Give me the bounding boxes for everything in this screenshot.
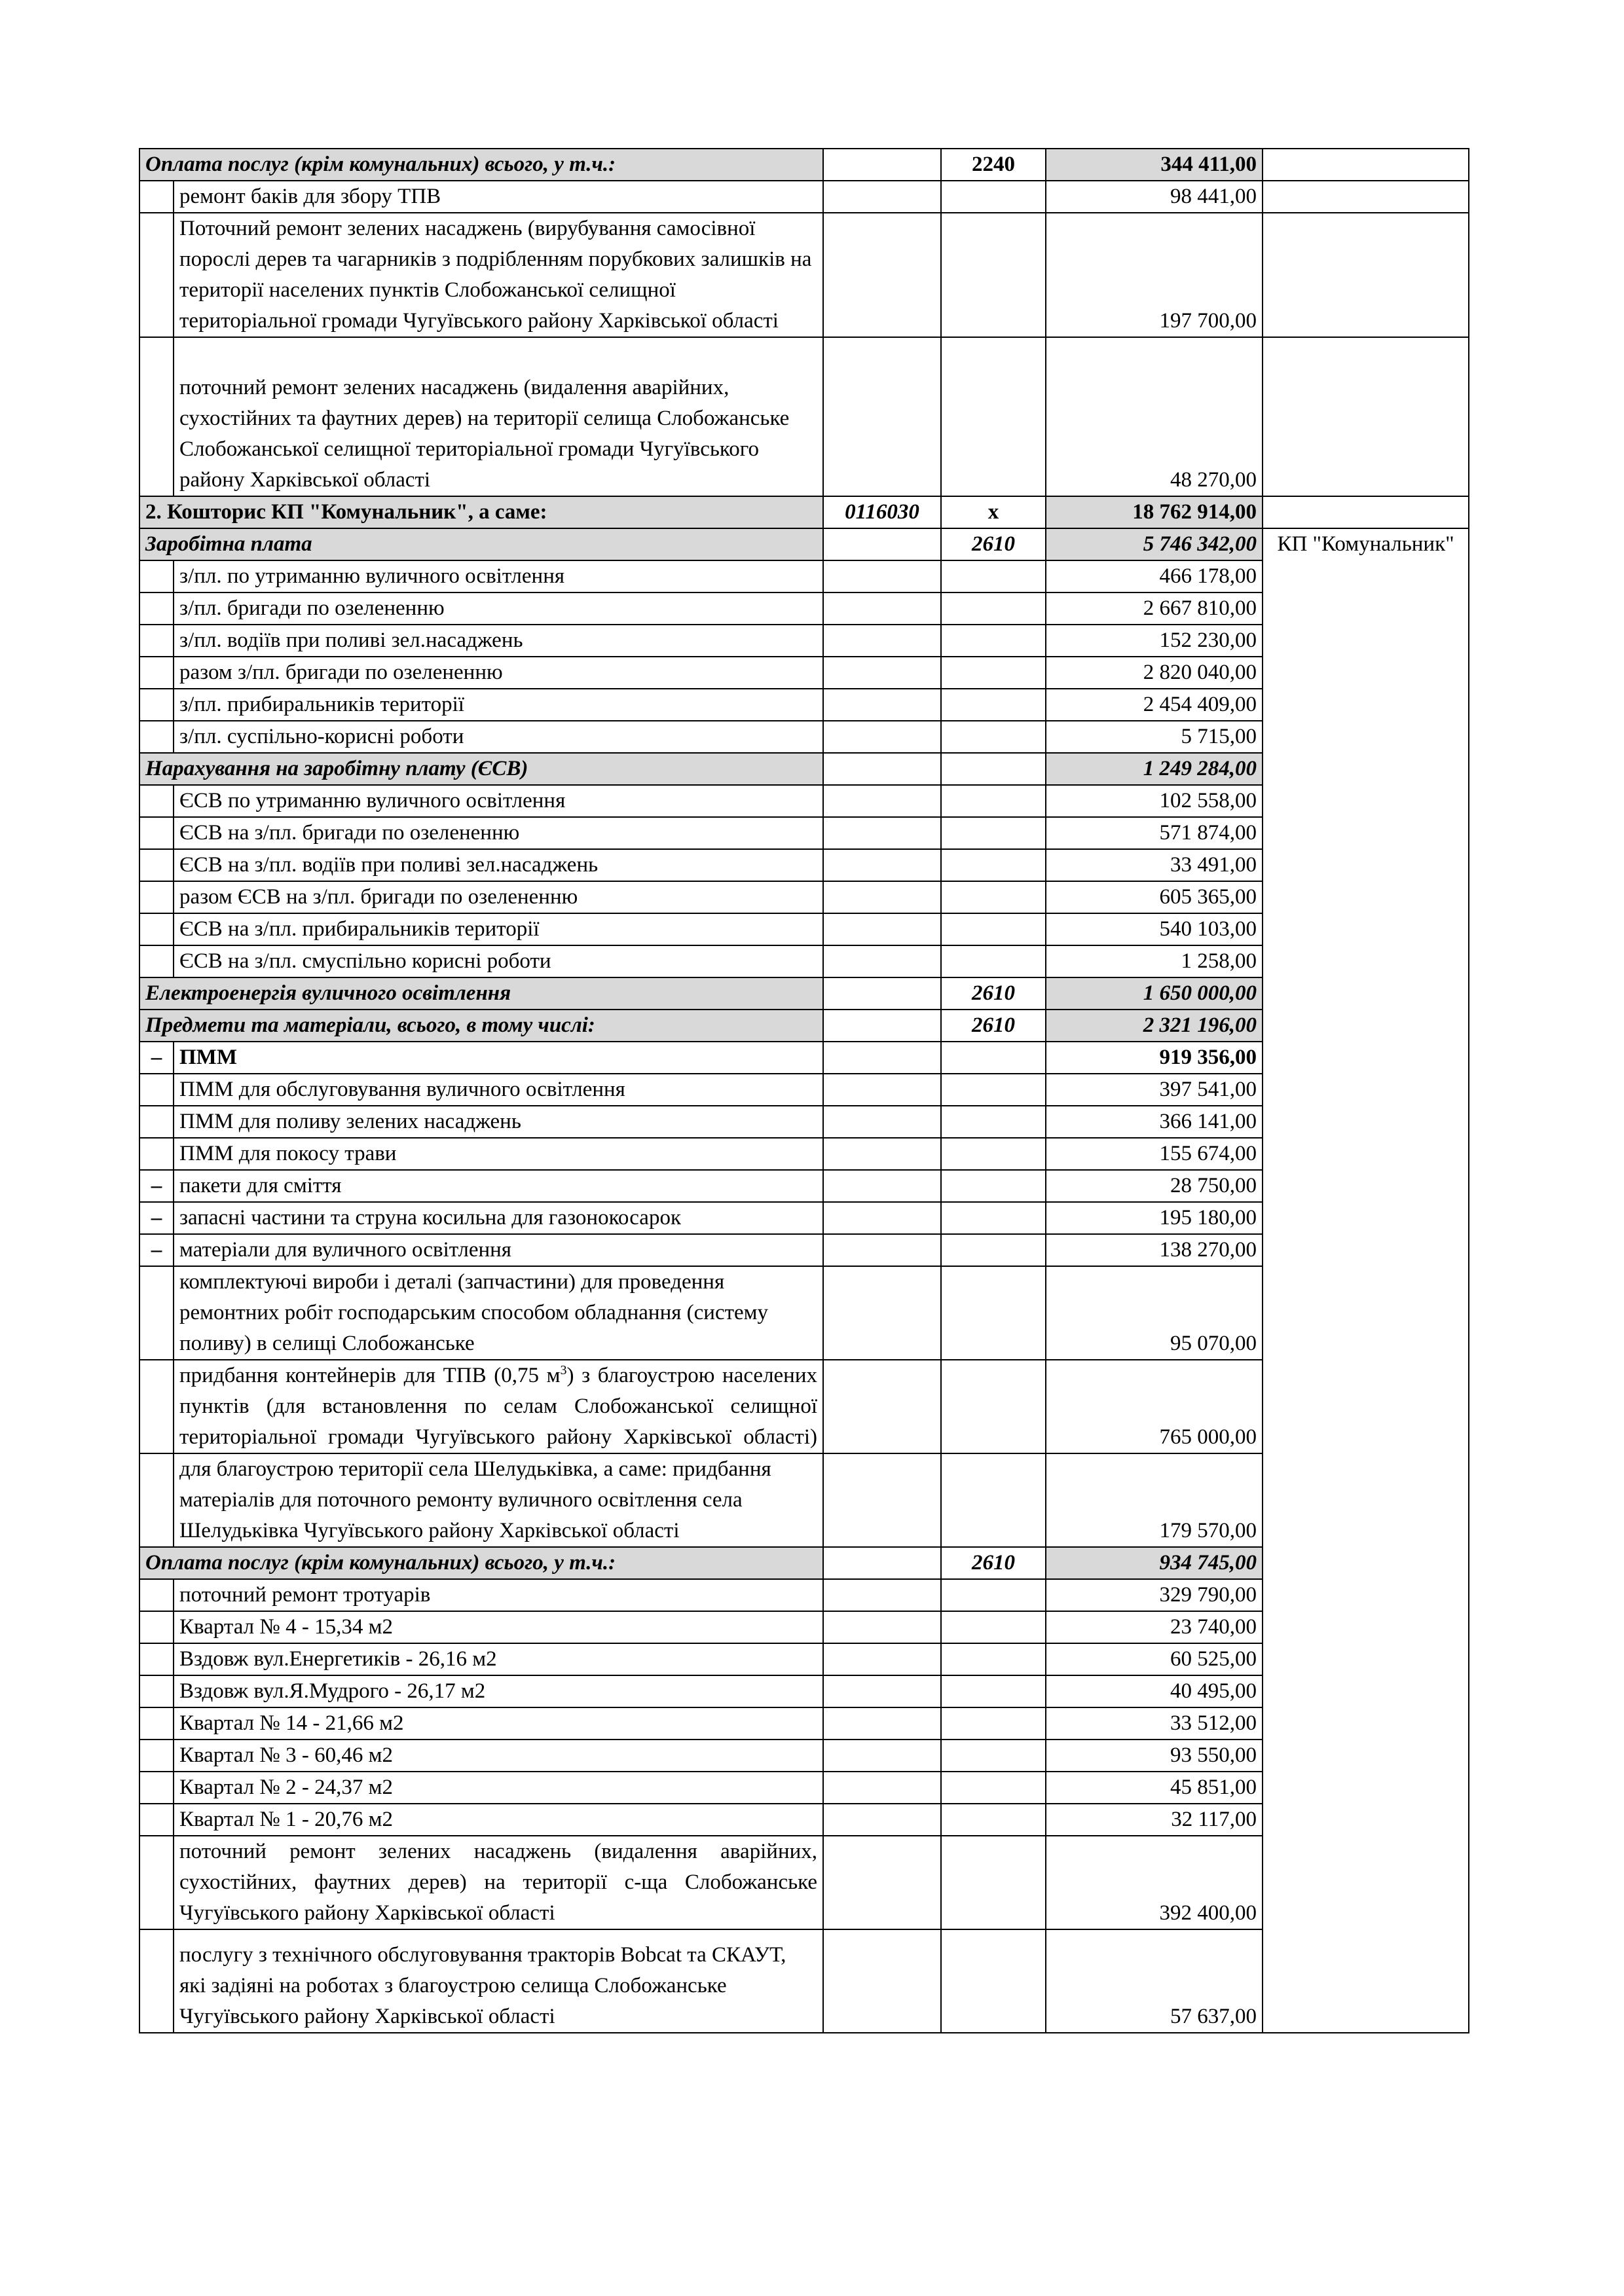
dash-marker: –	[139, 1202, 174, 1234]
kpk-cell: 0116030	[823, 496, 941, 528]
row-name: Вздовж вул.Енергетиків - 26,16 м2	[174, 1643, 823, 1675]
sum-cell: 60 525,00	[1046, 1643, 1263, 1675]
executor-cell	[1263, 149, 1469, 181]
sum-cell: 1 249 284,00	[1046, 753, 1263, 785]
sum-cell: 934 745,00	[1046, 1547, 1263, 1579]
row-name: комплектуючі вироби і деталі (запчастини) для проведення ремонтних робіт господарським способом обладнання (систему поливу) в селищі Слобожанське	[174, 1266, 823, 1360]
row-name: матеріали для вуличного освітлення	[174, 1234, 823, 1266]
row-name: з/пл. суспільно-корисні роботи	[174, 721, 823, 753]
row-name: пакети для сміття	[174, 1170, 823, 1202]
kpk-cell	[823, 528, 941, 560]
sum-cell: 397 541,00	[1046, 1074, 1263, 1106]
row-name: Електроенергія вуличного освітлення	[139, 977, 823, 1010]
sum-cell: 195 180,00	[1046, 1202, 1263, 1234]
row-name: Квартал № 3 - 60,46 м2	[174, 1740, 823, 1772]
row-name: Квартал № 4 - 15,34 м2	[174, 1611, 823, 1643]
kekv-cell: 2610	[941, 1010, 1046, 1042]
sum-cell: 5 715,00	[1046, 721, 1263, 753]
budget-table	[139, 148, 1469, 2033]
row-name: Нарахування на заробітну плату (ЄСВ)	[139, 753, 823, 785]
sum-cell: 152 230,00	[1046, 625, 1263, 657]
sum-cell: 2 667 810,00	[1046, 592, 1263, 625]
row-name: Поточний ремонт зелених насаджень (вирубування самосівної порослі дерев та чагарників з подрібленням порубкових залишків на території населених пунктів Слобожанської селищної територіальної громади Чугуївського району Харківської області	[174, 213, 823, 337]
kpk-cell	[823, 149, 941, 181]
sum-cell: 102 558,00	[1046, 785, 1263, 817]
table-row	[139, 181, 1469, 213]
sum-cell: 95 070,00	[1046, 1266, 1263, 1360]
sum-cell: 179 570,00	[1046, 1453, 1263, 1547]
sum-cell: 2 321 196,00	[1046, 1010, 1263, 1042]
row-name: Квартал № 14 - 21,66 м2	[174, 1707, 823, 1740]
sum-cell: 2 820 040,00	[1046, 657, 1263, 689]
row-name: запасні частини та струна косильна для газонокосарок	[174, 1202, 823, 1234]
sum-cell: 33 512,00	[1046, 1707, 1263, 1740]
sum-cell: 2 454 409,00	[1046, 689, 1263, 721]
sum-cell: 329 790,00	[1046, 1579, 1263, 1611]
salary-header-row	[139, 528, 1469, 560]
sum-cell: 540 103,00	[1046, 913, 1263, 945]
sum-cell: 197 700,00	[1046, 213, 1263, 337]
sum-cell: 466 178,00	[1046, 560, 1263, 592]
sum-cell: 366 141,00	[1046, 1106, 1263, 1138]
dash-marker: –	[139, 1042, 174, 1074]
sum-cell: 33 491,00	[1046, 849, 1263, 881]
row-name: ремонт баків для збору ТПВ	[174, 181, 823, 213]
table-row	[139, 213, 1469, 337]
sum-cell: 392 400,00	[1046, 1836, 1263, 1929]
row-name: поточний ремонт тротуарів	[174, 1579, 823, 1611]
sum-cell: 919 356,00	[1046, 1042, 1263, 1074]
containers-text-a: придбання контейнерів для ТПВ (0,75 м	[179, 1364, 561, 1387]
sum-cell: 138 270,00	[1046, 1234, 1263, 1266]
row-name: Вздовж вул.Я.Мудрого - 26,17 м2	[174, 1675, 823, 1707]
row-name: ЄСВ на з/пл. водіїв при поливі зел.насаджень	[174, 849, 823, 881]
containers-text-b: ) з благоустрою населених пунктів (для встановлення по селам Слобожанської селищної територіальної громади Чугуївського району Харківської області)	[179, 1364, 818, 1449]
row-name: Заробітна плата	[139, 528, 823, 560]
row-name: ЄСВ по утриманню вуличного освітлення	[174, 785, 823, 817]
row-name: Оплата послуг (крім комунальних) всього, у т.ч.:	[139, 149, 823, 181]
sum-cell: 344 411,00	[1046, 149, 1263, 181]
row-name: поточний ремонт зелених насаджень (видалення аварійних, сухостійних та фаутних дерев) на території селища Слобожанське Слобожанської селищної територіальної громади Чугуївського району Харківської області	[174, 337, 823, 496]
sum-cell: 23 740,00	[1046, 1611, 1263, 1643]
sec2-header-row	[139, 496, 1469, 528]
row-name: Предмети та матеріали, всього, в тому числі:	[139, 1010, 823, 1042]
row-name: ПММ для поливу зелених насаджень	[174, 1106, 823, 1138]
sum-cell: 18 762 914,00	[1046, 496, 1263, 528]
row-name: з/пл. бригади по озелененню	[174, 592, 823, 625]
row-name: 2. Кошторис КП "Комунальник", а саме:	[139, 496, 823, 528]
sum-cell: 155 674,00	[1046, 1138, 1263, 1170]
row-name: ПММ для покосу трави	[174, 1138, 823, 1170]
table-row	[139, 337, 1469, 496]
kekv-cell: 2240	[941, 149, 1046, 181]
row-name: з/пл. по утриманню вуличного освітлення	[174, 560, 823, 592]
row-name: з/пл. водіїв при поливі зел.насаджень	[174, 625, 823, 657]
sum-cell: 32 117,00	[1046, 1804, 1263, 1836]
row-name: Квартал № 2 - 24,37 м2	[174, 1772, 823, 1804]
row-name	[174, 1360, 823, 1453]
sum-cell: 5 746 342,00	[1046, 528, 1263, 560]
executor-name: КП "Комунальник"	[1263, 528, 1469, 2033]
row-name: Оплата послуг (крім комунальних) всього, у т.ч.:	[139, 1547, 823, 1579]
sum-cell: 1 258,00	[1046, 945, 1263, 977]
sum-cell: 48 270,00	[1046, 337, 1263, 496]
sum-cell: 57 637,00	[1046, 1929, 1263, 2033]
mark-cell	[139, 181, 174, 213]
sum-cell: 28 750,00	[1046, 1170, 1263, 1202]
row-name: поточний ремонт зелених насаджень (видалення аварійних, сухостійних, фаутних дерев) на території с-ща Слобожанське Чугуївського району Харківської області	[174, 1836, 823, 1929]
dash-marker: –	[139, 1170, 174, 1202]
sum-cell: 765 000,00	[1046, 1360, 1263, 1453]
row-name: ЄСВ на з/пл. смуспільно корисні роботи	[174, 945, 823, 977]
row-name: послугу з технічного обслуговування тракторів Bobcat та СКАУТ, які задіяні на роботах з благоустрою селища Слобожанське Чугуївського району Харківської області	[174, 1929, 823, 2033]
sum-cell: 605 365,00	[1046, 881, 1263, 913]
kekv-cell: х	[941, 496, 1046, 528]
superscript: 3	[560, 1363, 567, 1377]
row-name: ПММ	[174, 1042, 823, 1074]
kekv-cell: 2610	[941, 977, 1046, 1010]
row-name: з/пл. прибиральників території	[174, 689, 823, 721]
dash-marker: –	[139, 1234, 174, 1266]
sum-cell: 1 650 000,00	[1046, 977, 1263, 1010]
row-name: ЄСВ на з/пл. прибиральників території	[174, 913, 823, 945]
sec1-header-row	[139, 149, 1469, 181]
row-name: для благоустрою території села Шелудьківка, а саме: придбання матеріалів для поточного ремонту вуличного освітлення села Шелудьківка Чугуївського району Харківської області	[174, 1453, 823, 1547]
sum-cell: 571 874,00	[1046, 817, 1263, 849]
row-name: Квартал № 1 - 20,76 м2	[174, 1804, 823, 1836]
row-name: ПММ для обслуговування вуличного освітлення	[174, 1074, 823, 1106]
sum-cell: 98 441,00	[1046, 181, 1263, 213]
sum-cell: 40 495,00	[1046, 1675, 1263, 1707]
kekv-cell: 2610	[941, 1547, 1046, 1579]
executor-cell	[1263, 496, 1469, 528]
row-name: разом ЄСВ на з/пл. бригади по озелененню	[174, 881, 823, 913]
row-name: разом з/пл. бригади по озелененню	[174, 657, 823, 689]
sum-cell: 93 550,00	[1046, 1740, 1263, 1772]
row-name: ЄСВ на з/пл. бригади по озелененню	[174, 817, 823, 849]
kekv-cell: 2610	[941, 528, 1046, 560]
sum-cell: 45 851,00	[1046, 1772, 1263, 1804]
